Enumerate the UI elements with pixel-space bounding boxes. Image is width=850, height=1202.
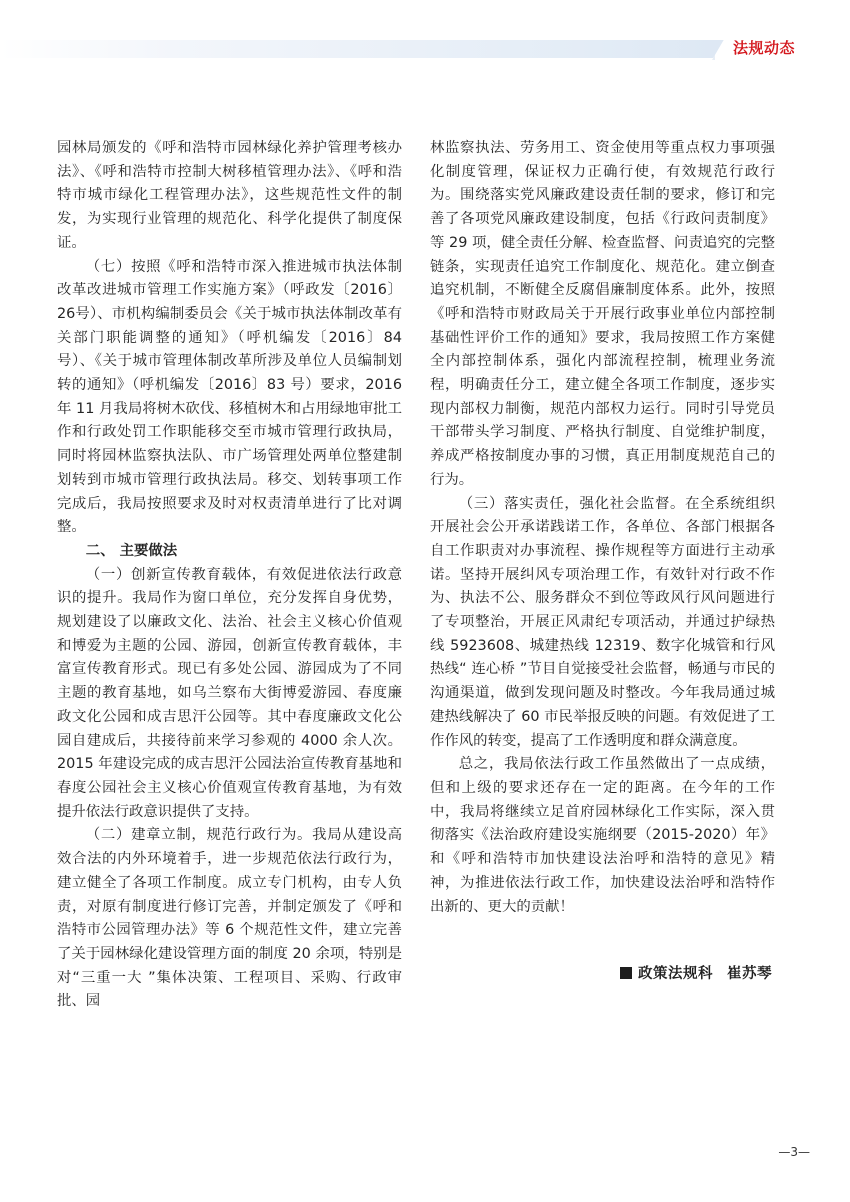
signature — [620, 962, 772, 983]
section-heading-main-practices: 二、 主要做法 — [85, 542, 178, 559]
page-number: —3— — [778, 1145, 810, 1159]
left-paragraph-1: 园林局颁发的《呼和浩特市园林绿化养护管理考核办法》、《呼和浩特市控制大树移植管理办法》、《呼和浩特市城市绿化工程管理办法》，这些规范性文件的制发，为实现行业管理的规范化、科学化提供了制度保证。 — [57, 140, 402, 251]
left-column — [57, 137, 402, 1014]
right-paragraph-1: 林监察执法、劳务用工、资金使用等重点权力事项强化制度管理，保证权力正确行使，有效规范行政行为。围绕落实党风廉政建设责任制的要求，修订和完善了各项党风廉政建设制度，包括《行政问责制度》等 29 项，健全责任分解、检查监督、问责追究的完整链条，实现责任追究工作制度化、规范化。建立倒查追究机制，不断健全反腐倡廉制度体系。此外，按照《呼和浩特市财政局关于开展行政事业单位内部控制基础性评价工作的通知》要求，我局按照工作方案健全内部控制体系，强化内部流程控制，梳理业务流程，明确责任分工，建立健全各项工作制度，逐步实现内部权力制衡，规范内部权力运行。同时引导党员干部带头学习制度、严格执行制度、自觉维护制度，养成严格按制度办事的习惯，真正用制度规范自己的行为。 — [430, 140, 775, 488]
right-paragraph-2: （三）落实责任，强化社会监督。在全系统组织开展社会公开承诺践诺工作，各单位、各部门根据各自工作职责对办事流程、操作规程等方面进行主动承诺。坚持开展纠风专项治理工作，有效针对行政不作为、执法不公、服务群众不到位等政风行风问题进行了专项整治，开展正风肃纪专项活动，并通过护绿热线 5923608、城建热线 12319、数字化城管和行风热线“ 连心桥 ”节目自觉接受社会监督，畅通与市民的沟通渠道，做到发现问题及时整改。今年我局通过城建热线解决了 60 市民举报反映的问题。有效促进了工作作风的转变，提高了工作透明度和群众满意度。 — [430, 495, 775, 749]
left-paragraph-4: （二）建章立制，规范行政行为。我局从建设高效合法的内外环境着手，进一步规范依法行政行为，建立健全了各项工作制度。成立专门机构，由专人负责，对原有制度进行修订完善，并制定颁发了《呼和浩特市公园管理办法》等 6 个规范性文件，建立完善了关于园林绿化建设管理方面的制度 20 余项，特别是对“三重一大 ”集体决策、工程项目、采购、行政审批、园 — [57, 827, 402, 1010]
left-paragraph-2: （七）按照《呼和浩特市深入推进城市执法体制改革改进城市管理工作实施方案》（呼政发〔2016〕26号）、市机构编制委员会《关于城市执法体制改革有关部门职能调整的通知》（呼机编发〔2016〕84 号）、《关于城市管理体制改革所涉及单位人员编制划转的通知》（呼机编发〔2016〕83 号）要求，2016 年 11 月我局将树木砍伐、移植树木和占用绿地审批工作和行政处罚工作职能移交至市城市管理行政执局，同时将园林监察执法队、市广场管理处两单位整建制划转到市城市管理行政执法局。移交、划转事项工作完成后，我局按照要求及时对权责清单进行了比对调整。 — [57, 258, 402, 536]
left-paragraph-3: （一）创新宣传教育载体，有效促进依法行政意识的提升。我局作为窗口单位，充分发挥自身优势，规划建设了以廉政文化、法治、社会主义核心价值观和博爱为主题的公园、游园，创新宣传教育载体，丰富宣传教育形式。现已有多处公园、游园成为了不同主题的教育基地，如乌兰察布大街博爱游园、春度廉政文化公园和成吉思汗公园等。其中春度廉政文化公园自建成后，共接待前来学习参观的 4000 余人次。2015 年建设完成的成吉思汗公园法治宣传教育基地和春度公园社会主义核心价值观宣传教育基地，为有效提升依法行政意识提供了支持。 — [57, 566, 402, 820]
signature-author: 崔苏琴 — [727, 966, 772, 982]
section-title: 法规动态 — [733, 39, 796, 57]
right-paragraph-3: 总之，我局依法行政工作虽然做出了一点成绩，但和上级的要求还存在一定的距离。在今年的工作中，我局将继续立足首府园林绿化工作实际，深入贯彻落实《法治政府建设实施纲要（2015-2020）年》和《呼和浩特市加快建设法治呼和浩特的意见》精神，为推进依法行政工作，加快建设法治呼和浩特作出新的、更大的贡献！ — [430, 756, 775, 915]
signature-department: 政策法规科 — [638, 966, 713, 982]
bullet-square-icon — [620, 967, 632, 979]
right-column — [430, 137, 775, 919]
